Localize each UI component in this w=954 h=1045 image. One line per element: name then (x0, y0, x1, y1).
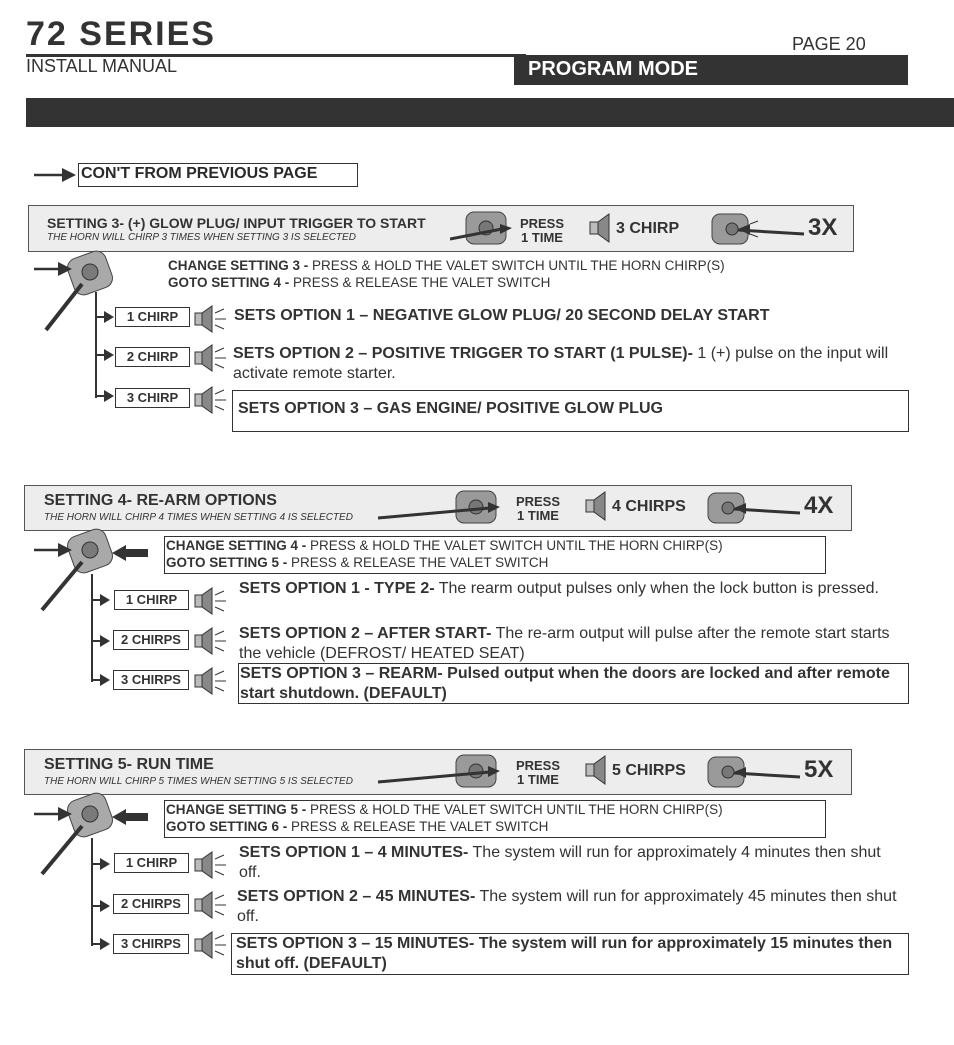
mode-banner: PROGRAM MODE (514, 55, 908, 85)
continued-note: CON'T FROM PREVIOUS PAGE (78, 163, 358, 187)
section-bar (26, 98, 954, 127)
option-chirp-label: 2 CHIRPS (113, 894, 189, 914)
option-description-default: SETS OPTION 3 – 15 MINUTES- The system will run for approximately 15 minutes then shut off. (DEFAULT) (231, 933, 909, 975)
option-tree-lines (78, 838, 112, 954)
setting-5-title: SETTING 5- RUN TIME (44, 756, 214, 773)
option-chirp-label: 3 CHIRP (115, 388, 190, 408)
speaker-icon (194, 850, 228, 880)
option-chirp-label: 2 CHIRP (115, 347, 190, 367)
speaker-icon (194, 586, 228, 616)
speaker-icon (194, 666, 228, 696)
option-description-default: SETS OPTION 3 – REARM- Pulsed output when the doors are locked and after remote start shutdown. (DEFAULT) (238, 663, 909, 704)
press-label: PRESS 1 TIME (515, 758, 561, 787)
remote-release-icon (706, 489, 802, 527)
option-description: SETS OPTION 1 – 4 MINUTES- The system will run for approximately 4 minutes then shut off. (239, 844, 881, 881)
speaker-icon (194, 385, 228, 415)
setting-3-subtitle: THE HORN WILL CHIRP 3 TIMES WHEN SETTING 3 IS SELECTED (47, 232, 356, 243)
remote-press-icon (378, 752, 504, 792)
repeat-count: 5X (804, 756, 834, 783)
speaker-icon (585, 490, 611, 522)
chirp-count: 4 CHIRPS (612, 498, 686, 515)
speaker-icon (589, 212, 615, 244)
speaker-icon (194, 304, 228, 334)
setting-4-subtitle: THE HORN WILL CHIRP 4 TIMES WHEN SETTING 4 IS SELECTED (44, 512, 353, 523)
press-label: PRESS 1 TIME (519, 216, 565, 245)
manual-title: 72 SERIES (26, 15, 216, 53)
speaker-icon (194, 343, 228, 373)
arrow-right-icon (34, 166, 78, 184)
option-tree-lines (80, 292, 114, 412)
setting-4-instructions: CHANGE SETTING 4 - PRESS & HOLD THE VALET SWITCH UNTIL THE HORN CHIRP(S) GOTO SETTING 5 - PRESS & RELEASE THE VALET SWITCH (164, 536, 826, 574)
remote-release-icon (706, 753, 802, 791)
option-chirp-label: 1 CHIRP (115, 307, 190, 327)
option-chirp-label: 3 CHIRPS (113, 670, 189, 690)
page-number: PAGE 20 (792, 34, 866, 54)
option-description: SETS OPTION 2 – POSITIVE TRIGGER TO START (1 PULSE)- 1 (+) pulse on the input will activate remote starter. (233, 345, 889, 382)
speaker-icon (194, 890, 228, 920)
setting-4-title: SETTING 4- RE-ARM OPTIONS (44, 492, 277, 509)
speaker-icon (585, 754, 611, 786)
option-chirp-label: 1 CHIRP (114, 853, 189, 873)
repeat-count: 4X (804, 492, 834, 519)
speaker-icon (194, 930, 228, 960)
option-description-default: SETS OPTION 3 – GAS ENGINE/ POSITIVE GLOW PLUG (232, 390, 909, 432)
option-description: SETS OPTION 1 – NEGATIVE GLOW PLUG/ 20 SECOND DELAY START (234, 307, 770, 324)
option-tree-lines (78, 574, 112, 690)
setting-3-title: SETTING 3- (+) GLOW PLUG/ INPUT TRIGGER TO START (47, 215, 426, 231)
option-description: SETS OPTION 2 – AFTER START- The re-arm output will pulse after the remote start starts the vehicle (DEFROST/ HEATED SEAT) (239, 625, 890, 662)
speaker-icon (194, 626, 228, 656)
chirp-count: 5 CHIRPS (612, 762, 686, 779)
repeat-count: 3X (808, 214, 838, 241)
setting-5-subtitle: THE HORN WILL CHIRP 5 TIMES WHEN SETTING 5 IS SELECTED (44, 776, 353, 787)
option-chirp-label: 3 CHIRPS (113, 934, 189, 954)
option-chirp-label: 1 CHIRP (114, 590, 189, 610)
remote-press-icon (450, 209, 516, 249)
chirp-count: 3 CHIRP (616, 220, 680, 237)
option-description: SETS OPTION 2 – 45 MINUTES- The system will run for approximately 45 minutes then shut off. (237, 888, 897, 925)
option-description: SETS OPTION 1 - TYPE 2- The rearm output pulses only when the lock button is pressed. (239, 580, 879, 597)
remote-release-icon (710, 210, 806, 248)
setting-3-instructions: CHANGE SETTING 3 - PRESS & HOLD THE VALET SWITCH UNTIL THE HORN CHIRP(S) GOTO SETTING 4 - PRESS & RELEASE THE VALET SWITCH (168, 258, 725, 290)
option-chirp-label: 2 CHIRPS (113, 630, 189, 650)
setting-5-instructions: CHANGE SETTING 5 - PRESS & HOLD THE VALET SWITCH UNTIL THE HORN CHIRP(S) GOTO SETTING 6 - PRESS & RELEASE THE VALET SWITCH (164, 800, 826, 838)
press-label: PRESS 1 TIME (515, 494, 561, 523)
manual-subtitle: INSTALL MANUAL (26, 56, 178, 76)
remote-press-icon (378, 488, 504, 528)
